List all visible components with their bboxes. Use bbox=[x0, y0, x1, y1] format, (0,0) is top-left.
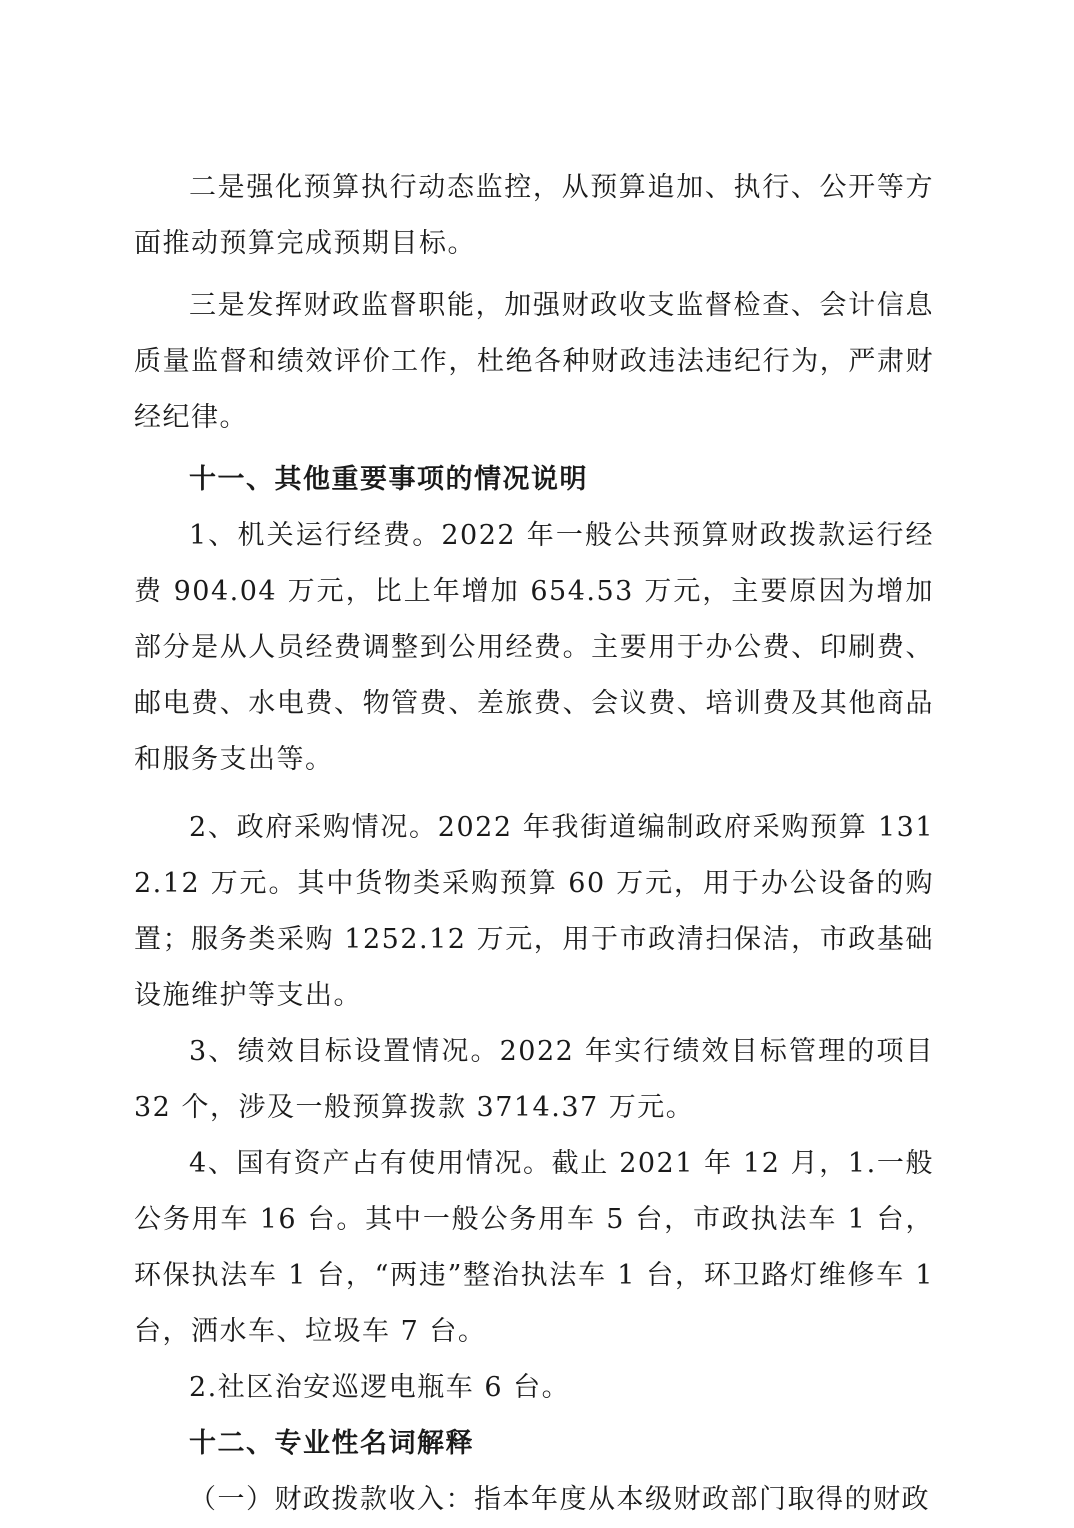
paragraph-fiscal-appropriation-income: （一）财政拨款收入：指本年度从本级财政部门取得的财政 bbox=[189, 1484, 930, 1515]
section-heading-11: 十一、其他重要事项的情况说明 bbox=[189, 464, 588, 495]
paragraph-state-assets: 4、国有资产占有使用情况。截止 2021 年 12 月，1.一般公务用车 16 台。其中一般公务用车 5 台，市政执法车 1 台，环保执法车 1 台，“两违”整治执法车 1 台，环卫路灯维修车 1 台，洒水车、垃圾车 7 台。 bbox=[134, 1148, 934, 1347]
paragraph-budget-monitoring: 二是强化预算执行动态监控，从预算追加、执行、公开等方面推动预算完成预期目标。 bbox=[134, 172, 934, 259]
paragraph-patrol-vehicles: 2.社区治安巡逻电瓶车 6 台。 bbox=[189, 1372, 571, 1403]
paragraph-government-procurement: 2、政府采购情况。2022 年我街道编制政府采购预算 1312.12 万元。其中货物类采购预算 60 万元，用于办公设备的购置；服务类采购 1252.12 万元，用于市政清扫保洁，市政基础设施维护等支出。 bbox=[134, 812, 934, 1011]
section-heading-12: 十二、专业性名词解释 bbox=[189, 1428, 474, 1459]
paragraph-performance-targets: 3、绩效目标设置情况。2022 年实行绩效目标管理的项目 32 个，涉及一般预算拨款 3714.37 万元。 bbox=[134, 1036, 934, 1123]
document-page bbox=[134, 160, 934, 1528]
paragraph-financial-supervision: 三是发挥财政监督职能，加强财政收支监督检查、会计信息质量监督和绩效评价工作，杜绝各种财政违法违纪行为，严肃财经纪律。 bbox=[134, 290, 934, 433]
paragraph-operating-expenses: 1、机关运行经费。2022 年一般公共预算财政拨款运行经费 904.04 万元，比上年增加 654.53 万元，主要原因为增加部分是从人员经费调整到公用经费。主要用于办公费、印刷费、邮电费、水电费、物管费、差旅费、会议费、培训费及其他商品和服务支出等。 bbox=[134, 520, 934, 775]
